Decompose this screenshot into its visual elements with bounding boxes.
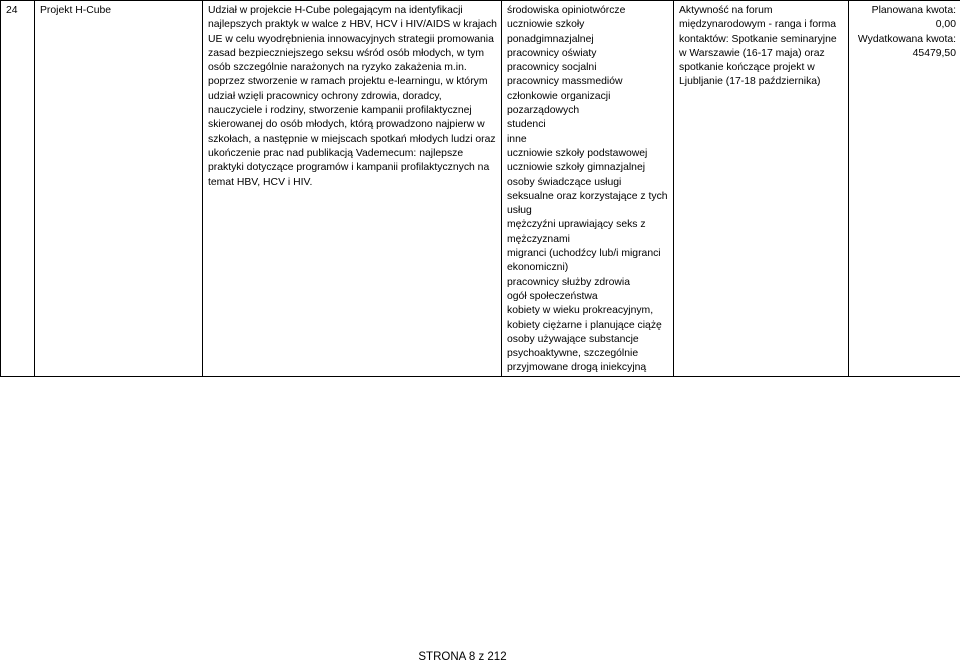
row-number: 24 <box>6 5 18 16</box>
activity-text: Aktywność na forum międzynarodowym - ranga i forma kontaktów: Spotkanie seminaryjne w Warszawie (16-17 maja) oraz spotkanie kończące projekt w Ljubljanie (17-18 października) <box>679 5 837 88</box>
target-group-item: mężczyźni uprawiający seks z mężczyznami <box>507 219 646 245</box>
target-group-item: osoby świadczące usługi seksualne oraz korzystające z tych usług <box>507 176 668 217</box>
target-group-item: studenci <box>507 119 546 131</box>
description-text: Udział w projekcie H-Cube polegającym na identyfikacji najlepszych praktyk w walce z HBV, HCV i HIV/AIDS w krajach UE w celu wyodrębnienia innowacyjnych strategii promowania zasad bezpieczniejszego seksu wśród osób młodych, w tym osób szczególnie narażonych na ryzyko zakażenia m.in. poprzez stworzenie w ramach projektu e-learningu, w którym udział wzięli pracownicy ochrony zdrowia, doradcy, nauczyciele i rodziny, stworzenie kampanii profilaktycznej skierowanej do osób młodych, którą prowadzono najpierw w szkołach, a następnie w miejscach spotkań młodych ludzi oraz ukończenie prac nad publikacją Vademecum: najlepsze praktyki dotyczące programów i kampanii profilaktycznych na temat HBV, HCV i HIV. <box>208 5 497 188</box>
spent-label: Wydatkowana kwota: <box>857 33 956 45</box>
target-group-item: uczniowie szkoły podstawowej <box>507 147 648 159</box>
target-groups-cell <box>502 1 674 377</box>
page-number: STRONA 8 z 212 <box>418 651 507 663</box>
target-group-item: migranci (uchodźcy lub/i migranci ekonomiczni) <box>507 248 661 274</box>
target-group-item: osoby używające substancje psychoaktywne, szczególnie przyjmowane drogą iniekcyjną <box>507 333 647 374</box>
target-group-item: pracownicy oświaty <box>507 47 597 59</box>
page-footer <box>0 651 925 663</box>
row-number-cell <box>1 1 35 377</box>
target-group-item: członkowie organizacji pozarządowych <box>507 90 611 117</box>
planned-amount: Planowana kwota: 0,00 <box>871 5 956 31</box>
target-group-item: uczniowie szkoły gimnazjalnej <box>507 162 646 174</box>
target-group-item: kobiety ciężarne i planujące ciążę <box>507 319 662 331</box>
target-group-item: ogół społeczeństwa <box>507 290 598 302</box>
target-group-item: kobiety w wieku prokreacyjnym, <box>507 305 654 317</box>
target-group-item: pracownicy służby zdrowia <box>507 276 631 288</box>
spent-amount: 45479,50 <box>912 47 956 59</box>
project-name-cell <box>35 1 203 377</box>
target-group-item: inne <box>507 133 527 145</box>
description-cell <box>203 1 502 377</box>
target-group-item: uczniowie szkoły ponadgimnazjalnej <box>507 19 594 45</box>
target-group-item: pracownicy socjalni <box>507 62 597 74</box>
project-name: Projekt H-Cube <box>40 5 112 16</box>
target-group-item: środowiska opiniotwórcze <box>507 5 626 16</box>
amount-cell <box>849 1 960 377</box>
activity-cell <box>674 1 849 377</box>
table-row <box>1 1 960 377</box>
target-group-item: pracownicy massmediów <box>507 76 623 88</box>
